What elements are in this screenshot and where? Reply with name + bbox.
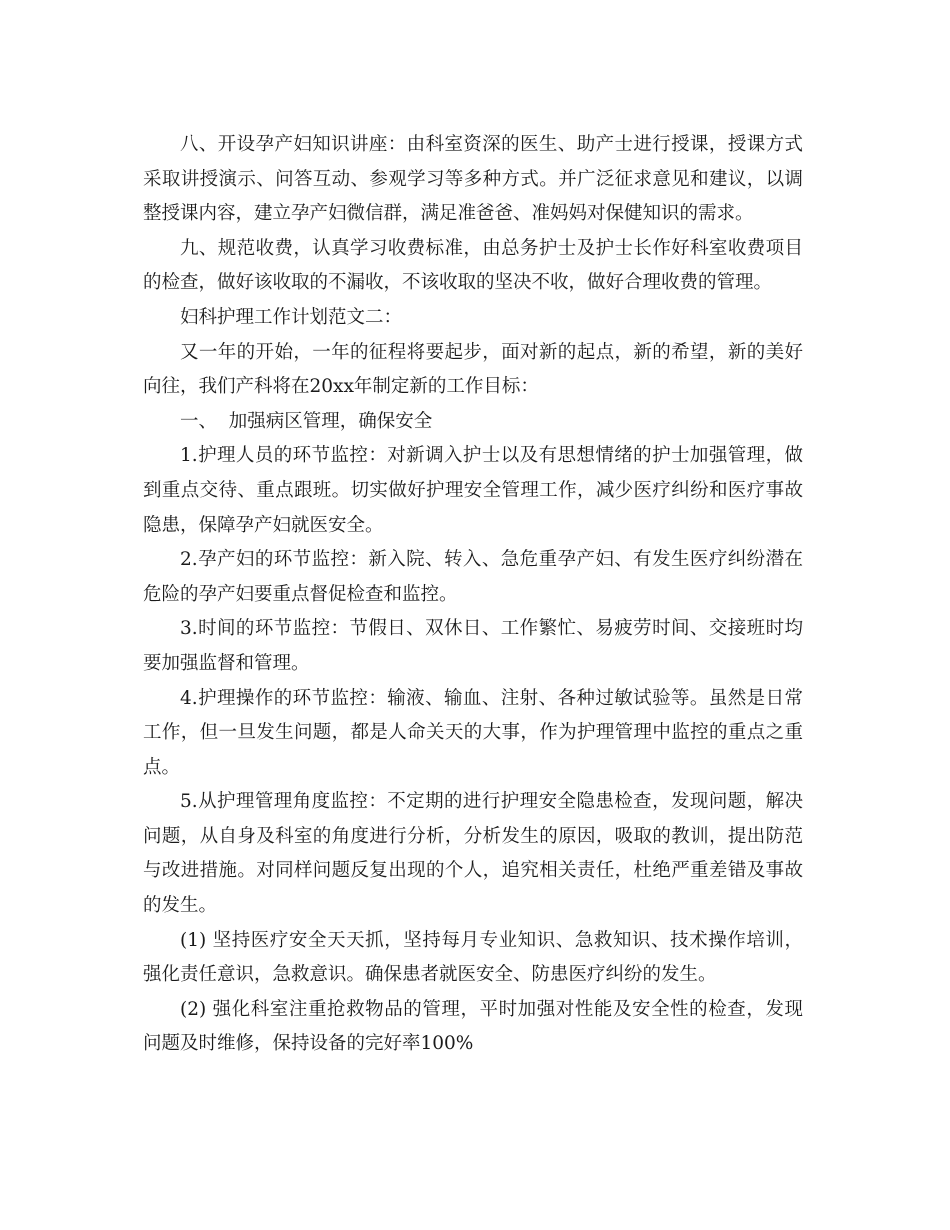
paragraph-item-2: 2.孕产妇的环节监控：新入院、转入、急危重孕产妇、有发生医疗纠纷潜在危险的孕产妇要重点督促检查和监控。 [143, 549, 803, 605]
document-body [143, 128, 803, 1062]
paragraph-item-5: 5.从护理管理角度监控：不定期的进行护理安全隐患检查，发现问题，解决问题，从自身及科室的角度进行分析，分析发生的原因，吸取的教训，提出防范与改进措施。对同样问题反复出现的个人，追究相关责任，杜绝严重差错及事故的发生。 [143, 791, 803, 917]
paragraph-9-fees: 九、规范收费，认真学习收费标准，由总务护士及护士长作好科室收费项目的检查，做好该收取的不漏收，不该收取的坚决不收，做好合理收费的管理。 [143, 237, 803, 294]
paragraph-subitem-1: (1) 坚持医疗安全天天抓，坚持每月专业知识、急救知识、技术操作培训，强化责任意识，急救意识。确保患者就医安全、防患医疗纠纷的发生。 [143, 929, 803, 986]
section-heading-ward-management: 一、 加强病区管理，确保安全 [180, 410, 433, 432]
paragraph-subitem-2: (2) 强化科室注重抢救物品的管理，平时加强对性能及安全性的检查，发现问题及时维修，保持设备的完好率100% [143, 998, 803, 1055]
paragraph-item-1: 1.护理人员的环节监控：对新调入护士以及有思想情绪的护士加强管理，做到重点交待、重点跟班。切实做好护理安全管理工作，减少医疗纠纷和医疗事故隐患，保障孕产妇就医安全。 [143, 445, 803, 536]
paragraph-item-4: 4.护理操作的环节监控：输液、输血、注射、各种过敏试验等。虽然是日常工作，但一旦发生问题，都是人命关天的大事，作为护理管理中监控的重点之重点。 [143, 687, 803, 778]
paragraph-intro: 又一年的开始，一年的征程将要起步，面对新的起点，新的希望，新的美好向往，我们产科将在20xx年制定新的工作目标： [143, 341, 803, 398]
section-heading-sample-2: 妇科护理工作计划范文二： [180, 306, 403, 328]
paragraph-8-lectures: 八、开设孕产妇知识讲座：由科室资深的医生、助产士进行授课，授课方式采取讲授演示、问答互动、参观学习等多种方式。并广泛征求意见和建议，以调整授课内容，建立孕产妇微信群，满足准爸爸、准妈妈对保健知识的需求。 [143, 134, 803, 225]
paragraph-item-3: 3.时间的环节监控：节假日、双休日、工作繁忙、易疲劳时间、交接班时均要加强监督和管理。 [143, 618, 803, 674]
